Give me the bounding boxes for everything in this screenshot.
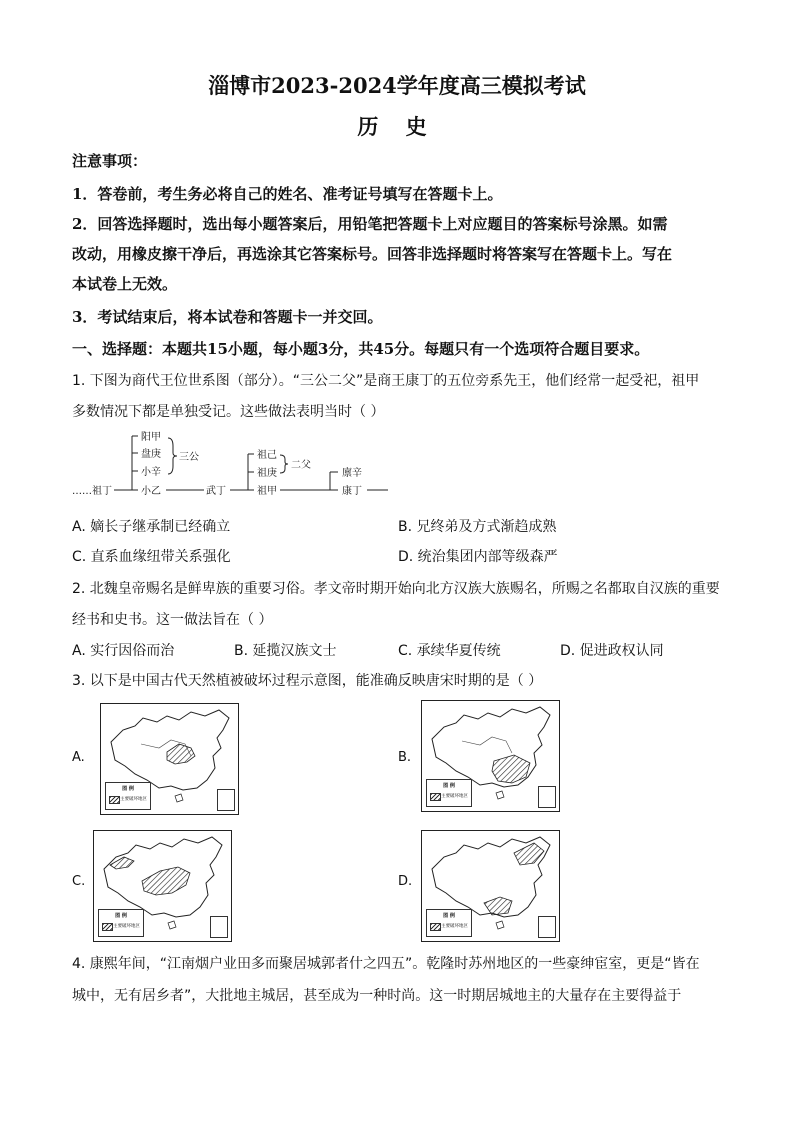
- subject-title: 历 史: [357, 114, 437, 139]
- notes-heading: 注意事项：: [72, 152, 148, 170]
- exam-title: 淄博市2023-2024学年度高三模拟考试: [208, 73, 586, 98]
- south-sea-inset: [217, 789, 235, 811]
- q3-map-a[interactable]: [100, 703, 239, 815]
- q3-map-b[interactable]: [421, 700, 560, 812]
- q1-option-c[interactable]: C. 直系血缘纽带关系强化: [72, 549, 231, 565]
- q3-label-a[interactable]: A.: [72, 750, 85, 765]
- hatch-swatch: [430, 923, 441, 931]
- q2-stem-line-2: 经书和史书。这一做法旨在（ ）: [72, 612, 273, 628]
- hatch-swatch: [102, 923, 113, 931]
- q3-map-d[interactable]: [421, 830, 560, 942]
- node-zujia: 祖甲: [257, 486, 277, 497]
- node-zuding: ……祖丁: [72, 486, 112, 497]
- q3-label-d[interactable]: D.: [398, 874, 413, 889]
- node-wuding: 武丁: [206, 486, 226, 497]
- hatch-swatch: [109, 796, 120, 804]
- note-item-2-line-2: 改动，用橡皮擦干净后，再选涂其它答案标号。回答非选择题时将答案写在答题卡上。写在: [72, 245, 673, 263]
- q1-option-b[interactable]: B. 兄终弟及方式渐趋成熟: [398, 519, 557, 535]
- note-item-1: 1．答卷前，考生务必将自己的姓名、准考证号填写在答题卡上。: [72, 185, 503, 203]
- note-item-3: 3．考试结束后，将本试卷和答题卡一并交回。: [72, 308, 383, 326]
- node-zuji: 祖己: [257, 450, 277, 461]
- note-item-2-line-1: 2．回答选择题时，选出每小题答案后，用铅笔把答题卡上对应题目的答案标号涂黑。如需: [72, 215, 668, 233]
- q2-option-b[interactable]: B. 延揽汉族文士: [234, 643, 337, 659]
- section-heading: 一、选择题：本题共15小题，每小题3分，共45分。每题只有一个选项符合题目要求。: [72, 340, 650, 358]
- south-sea-inset: [538, 916, 556, 938]
- node-linxin: 廪辛: [342, 468, 362, 479]
- q1-stem-line-2: 多数情况下都是单独受记。这些做法表明当时（ ）: [72, 404, 385, 420]
- legend: 图 例 主要破坏地区: [426, 779, 472, 807]
- q1-stem-line-1: 1. 下图为商代王位世系图（部分）。“三公二父”是商王康丁的五位旁系先王，他们经常一起受祀，祖甲: [72, 373, 700, 389]
- node-kangding: 康丁: [342, 486, 362, 497]
- legend: 图 例 主要破坏地区: [98, 909, 144, 937]
- legend: 图 例 主要破坏地区: [426, 909, 472, 937]
- q4-stem-line-2: 城中，无有居乡者”，大批地主城居，甚至成为一种时尚。这一时期居城地主的大量存在主要得益于: [72, 988, 682, 1004]
- node-xiaoxin: 小辛: [141, 467, 161, 478]
- q2-option-c[interactable]: C. 承续华夏传统: [398, 643, 501, 659]
- node-yangjia: 阳甲: [141, 432, 161, 443]
- legend: 图 例 主要破坏地区: [105, 782, 151, 810]
- q2-option-a[interactable]: A. 实行因俗而治: [72, 643, 175, 659]
- note-item-2-line-3: 本试卷上无效。: [72, 275, 178, 293]
- q3-stem: 3. 以下是中国古代天然植被破坏过程示意图，能准确反映唐宋时期的是（ ）: [72, 673, 543, 689]
- node-pangeng: 盘庚: [141, 449, 161, 460]
- south-sea-inset: [538, 786, 556, 808]
- shang-lineage-diagram: [72, 426, 402, 504]
- q4-stem-line-1: 4. 康熙年间，“江南烟户业田多而聚居城郭者什之四五”。乾隆时苏州地区的一些豪绅宦室，更是“皆在: [72, 956, 700, 972]
- node-xiaoyi: 小乙: [141, 486, 161, 497]
- q3-label-b[interactable]: B.: [398, 750, 412, 765]
- q2-stem-line-1: 2. 北魏皇帝赐名是鲜卑族的重要习俗。孝文帝时期开始向北方汉族大族赐名，所赐之名都取自汉族的重要: [72, 581, 720, 597]
- q1-option-d[interactable]: D. 统治集团内部等级森严: [398, 549, 558, 565]
- q1-option-a[interactable]: A. 嫡长子继承制已经确立: [72, 519, 231, 535]
- label-erfu: 二父: [291, 460, 311, 471]
- q3-label-c[interactable]: C.: [72, 874, 86, 889]
- q3-map-c[interactable]: [93, 830, 232, 942]
- south-sea-inset: [210, 916, 228, 938]
- label-sangong: 三公: [179, 452, 199, 463]
- hatch-swatch: [430, 793, 441, 801]
- q2-option-d[interactable]: D. 促进政权认同: [560, 643, 664, 659]
- node-zugeng: 祖庚: [257, 468, 277, 479]
